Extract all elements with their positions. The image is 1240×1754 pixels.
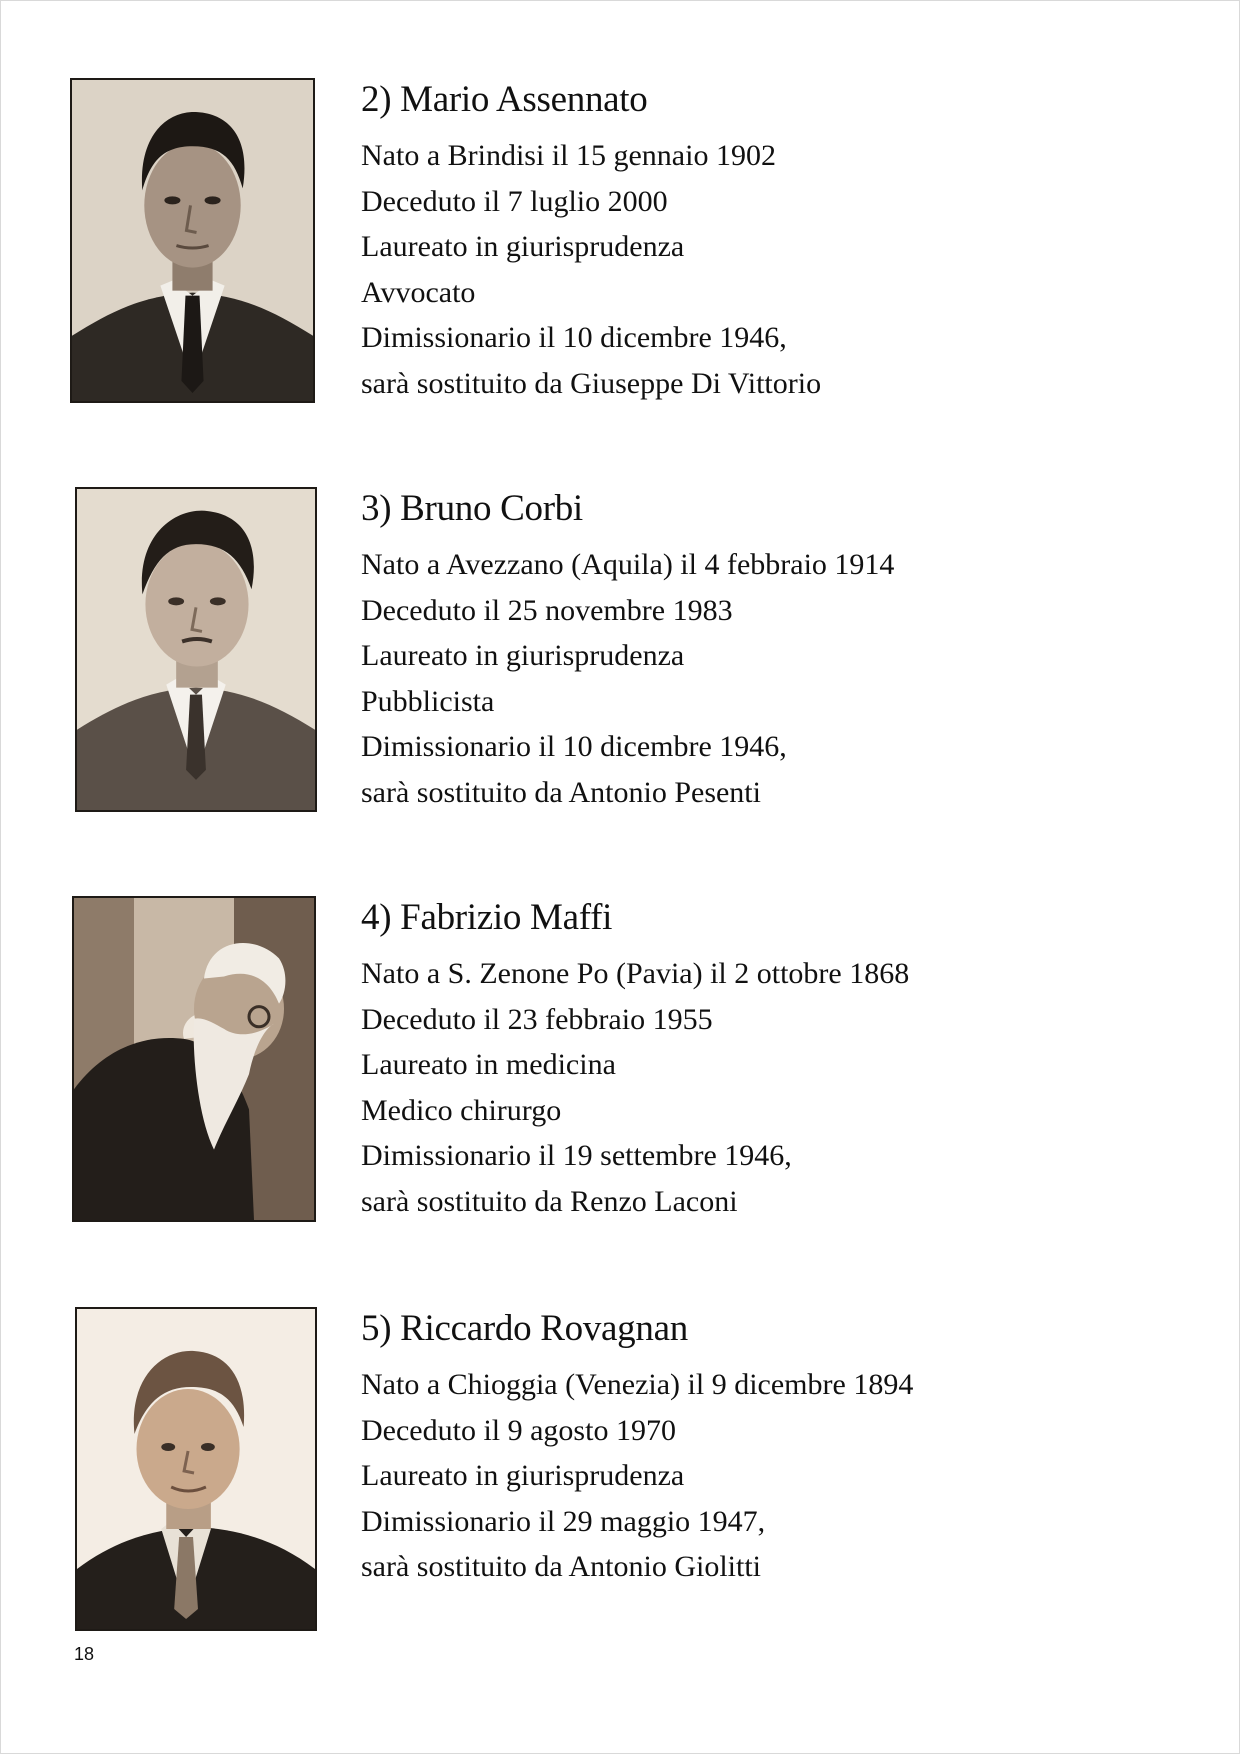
resignation-line: Dimissionario il 10 dicembre 1946, (361, 321, 787, 354)
profession-line: Pubblicista (361, 684, 495, 718)
entry-title: 3) Bruno Corbi (361, 488, 583, 529)
death-line: Deceduto il 7 luglio 2000 (361, 184, 668, 218)
resignation-line: Dimissionario il 10 dicembre 1946, (361, 730, 787, 763)
replacement-line: sarà sostituito da Antonio Pesenti (361, 775, 761, 809)
portrait-bruno-corbi (75, 487, 317, 812)
birth-line: Nato a Chioggia (Venezia) il 9 dicembre 1894 (361, 1368, 914, 1401)
degree-line: Laureato in medicina (361, 1048, 616, 1081)
entry-bruno-corbi (0, 487, 1240, 817)
entry-title: 2) Mario Assennato (361, 79, 648, 120)
replacement-line: sarà sostituito da Giuseppe Di Vittorio (361, 366, 822, 400)
degree-line: Laureato in giurisprudenza (361, 639, 685, 672)
degree-line: Laureato in giurisprudenza (361, 1459, 685, 1492)
portrait-illustration (77, 1309, 315, 1629)
page-number: 18 (74, 1644, 95, 1664)
replacement-line: sarà sostituito da Renzo Laconi (361, 1184, 738, 1218)
resignation-line: Dimissionario il 19 settembre 1946, (361, 1139, 792, 1172)
degree-line: Laureato in giurisprudenza (361, 230, 685, 263)
entry-text (361, 487, 1181, 815)
profession-line: Medico chirurgo (361, 1093, 562, 1127)
birth-line: Nato a Avezzano (Aquila) il 4 febbraio 1914 (361, 548, 895, 581)
resignation-line: Dimissionario il 29 maggio 1947, (361, 1504, 766, 1538)
entry-text (361, 896, 1181, 1224)
replacement-line: sarà sostituito da Antonio Giolitti (361, 1550, 761, 1583)
portrait-illustration (77, 489, 315, 810)
entry-fabrizio-maffi (0, 896, 1240, 1226)
birth-line: Nato a S. Zenone Po (Pavia) il 2 ottobre 1868 (361, 957, 910, 990)
portrait-riccardo-rovagnan (75, 1307, 317, 1631)
death-line: Deceduto il 9 agosto 1970 (361, 1413, 676, 1447)
death-line: Deceduto il 23 febbraio 1955 (361, 1002, 713, 1036)
portrait-mario-assennato (70, 78, 315, 403)
portrait-illustration (72, 80, 313, 401)
entry-text (361, 1307, 1181, 1590)
entry-title: 5) Riccardo Rovagnan (361, 1308, 688, 1349)
profession-line: Avvocato (361, 275, 476, 309)
entry-text (361, 78, 1181, 406)
entry-mario-assennato (0, 78, 1240, 408)
portrait-illustration (74, 898, 314, 1220)
entry-riccardo-rovagnan (0, 1307, 1240, 1637)
portrait-fabrizio-maffi (72, 896, 316, 1222)
birth-line: Nato a Brindisi il 15 gennaio 1902 (361, 139, 776, 172)
death-line: Deceduto il 25 novembre 1983 (361, 593, 733, 627)
entry-title: 4) Fabrizio Maffi (361, 897, 613, 938)
